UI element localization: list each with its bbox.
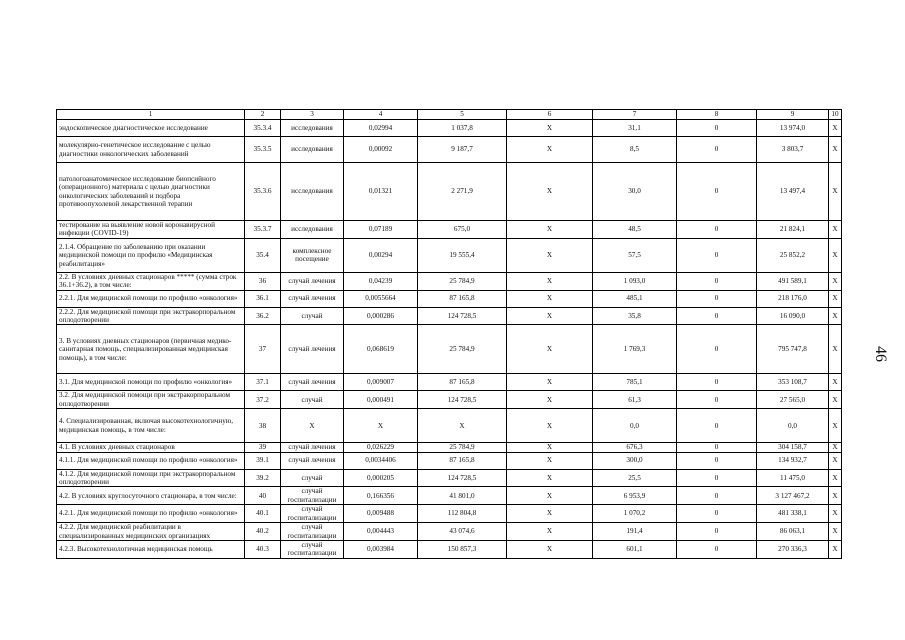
table-cell: 300,0 bbox=[593, 452, 677, 469]
table-cell: X bbox=[507, 505, 593, 523]
table-cell: 134 932,7 bbox=[757, 452, 829, 469]
table-cell: X bbox=[507, 307, 593, 325]
table-cell: 25 784,9 bbox=[418, 443, 507, 452]
row-label: 3.1. Для медицинской помощи по профилю «онкология» bbox=[57, 374, 245, 391]
table-cell: 35.3.4 bbox=[245, 120, 281, 137]
table-cell: 61,3 bbox=[593, 391, 677, 409]
table-row bbox=[57, 307, 842, 325]
table-cell: 0,00294 bbox=[344, 238, 418, 272]
table-cell: X bbox=[507, 163, 593, 221]
table-cell: 0,0 bbox=[593, 409, 677, 443]
table-cell: 0 bbox=[677, 374, 757, 391]
table-cell: 16 090,0 bbox=[757, 307, 829, 325]
table-cell: X bbox=[829, 307, 842, 325]
row-label: 3. В условиях дневных стационаров (первичная медико-санитарная помощь, специализированная медицинская помощь), в том числе: bbox=[57, 325, 245, 374]
table-cell: 112 804,8 bbox=[418, 505, 507, 523]
col-header: 1 bbox=[57, 110, 245, 120]
table-cell: X bbox=[507, 391, 593, 409]
table-cell: 0,000491 bbox=[344, 391, 418, 409]
row-label: 2.2.2. Для медицинской помощи при экстракорпоральном оплодотворении bbox=[57, 307, 245, 325]
table-cell: 676,3 bbox=[593, 443, 677, 452]
table-cell: случай лечения bbox=[281, 325, 344, 374]
table-cell: 9 187,7 bbox=[418, 137, 507, 163]
table-cell: 25 852,2 bbox=[757, 238, 829, 272]
table-cell: X bbox=[829, 163, 842, 221]
table-cell: X bbox=[829, 540, 842, 558]
table-row bbox=[57, 238, 842, 272]
table-cell: случай лечения bbox=[281, 290, 344, 307]
table-cell: X bbox=[829, 523, 842, 541]
table-cell: 353 108,7 bbox=[757, 374, 829, 391]
row-label: 2.2.1. Для медицинской помощи по профилю «онкология» bbox=[57, 290, 245, 307]
table-cell: X bbox=[829, 238, 842, 272]
table-cell: X bbox=[829, 325, 842, 374]
table-cell: 86 063,1 bbox=[757, 523, 829, 541]
table-cell: 1 037,8 bbox=[418, 120, 507, 137]
row-label: патологоанатомическое исследование биопсийного (операционного) материала с целью диагностики онкологических заболеваний и подбора противоопухолевой лекарственной терапии bbox=[57, 163, 245, 221]
table-row bbox=[57, 290, 842, 307]
table-row bbox=[57, 272, 842, 290]
table-cell: 1 769,3 bbox=[593, 325, 677, 374]
table-cell: 218 176,0 bbox=[757, 290, 829, 307]
table-row bbox=[57, 523, 842, 541]
table-cell: 87 165,8 bbox=[418, 374, 507, 391]
table-cell: 41 801,0 bbox=[418, 487, 507, 505]
table-cell: X bbox=[507, 540, 593, 558]
table-cell: 36.2 bbox=[245, 307, 281, 325]
table-cell: 0,000286 bbox=[344, 307, 418, 325]
table-cell: 35,8 bbox=[593, 307, 677, 325]
table-row bbox=[57, 391, 842, 409]
table-cell: X bbox=[829, 374, 842, 391]
table-cell: 1 070,2 bbox=[593, 505, 677, 523]
table-cell: 0,009007 bbox=[344, 374, 418, 391]
table-cell: 25 784,9 bbox=[418, 325, 507, 374]
table-cell: X bbox=[507, 272, 593, 290]
table-cell: X bbox=[829, 391, 842, 409]
col-header: 8 bbox=[677, 110, 757, 120]
table-cell: 0 bbox=[677, 469, 757, 487]
table-cell: 13 497,4 bbox=[757, 163, 829, 221]
col-header: 7 bbox=[593, 110, 677, 120]
row-label: 4.1.2. Для медицинской помощи при экстракорпоральном оплодотворении bbox=[57, 469, 245, 487]
table-cell: 150 857,3 bbox=[418, 540, 507, 558]
table-cell: 39.2 bbox=[245, 469, 281, 487]
table-cell: 1 093,0 bbox=[593, 272, 677, 290]
table-cell: 0 bbox=[677, 307, 757, 325]
table-cell: X bbox=[829, 409, 842, 443]
table-cell: X bbox=[507, 120, 593, 137]
table-cell: 87 165,8 bbox=[418, 452, 507, 469]
table-cell: X bbox=[281, 409, 344, 443]
table-cell: 48,5 bbox=[593, 221, 677, 239]
table-row bbox=[57, 325, 842, 374]
table-cell: 0,07189 bbox=[344, 221, 418, 239]
table-cell: случай лечения bbox=[281, 452, 344, 469]
table-row bbox=[57, 374, 842, 391]
table-cell: случай госпитализации bbox=[281, 505, 344, 523]
table-cell: X bbox=[344, 409, 418, 443]
table-cell: 37.1 bbox=[245, 374, 281, 391]
table-cell: 40.3 bbox=[245, 540, 281, 558]
table-cell: 0,01321 bbox=[344, 163, 418, 221]
table-cell: X bbox=[507, 523, 593, 541]
table-cell: X bbox=[507, 487, 593, 505]
table-cell: 491 589,1 bbox=[757, 272, 829, 290]
table-cell: 124 728,5 bbox=[418, 307, 507, 325]
table-cell: 3 803,7 bbox=[757, 137, 829, 163]
table-cell: случай bbox=[281, 469, 344, 487]
col-header: 10 bbox=[829, 110, 842, 120]
table-cell: X bbox=[507, 238, 593, 272]
table-cell: 124 728,5 bbox=[418, 391, 507, 409]
table-cell: 0,166356 bbox=[344, 487, 418, 505]
header-row bbox=[57, 110, 842, 120]
table-cell: исследования bbox=[281, 163, 344, 221]
row-label: тестирование на выявление новой коронавирусной инфекции (COVID-19) bbox=[57, 221, 245, 239]
table-cell: 0 bbox=[677, 409, 757, 443]
row-label: 4.1.1. Для медицинской помощи по профилю «онкология» bbox=[57, 452, 245, 469]
table-cell: 21 824,1 bbox=[757, 221, 829, 239]
table-cell: 43 074,6 bbox=[418, 523, 507, 541]
table-cell: 270 336,3 bbox=[757, 540, 829, 558]
table-cell: 0 bbox=[677, 163, 757, 221]
table-cell: случай bbox=[281, 391, 344, 409]
table-row bbox=[57, 540, 842, 558]
table-cell: X bbox=[829, 120, 842, 137]
table-cell: X bbox=[418, 409, 507, 443]
table-row bbox=[57, 221, 842, 239]
table-cell: 0,02994 bbox=[344, 120, 418, 137]
col-header: 3 bbox=[281, 110, 344, 120]
table-cell: 11 475,0 bbox=[757, 469, 829, 487]
table-cell: X bbox=[829, 505, 842, 523]
table-cell: случай лечения bbox=[281, 374, 344, 391]
table-cell: 0,04239 bbox=[344, 272, 418, 290]
table-cell: X bbox=[507, 137, 593, 163]
table-cell: 31,1 bbox=[593, 120, 677, 137]
table-cell: случай лечения bbox=[281, 443, 344, 452]
table-cell: 675,0 bbox=[418, 221, 507, 239]
col-header: 5 bbox=[418, 110, 507, 120]
page-number: 46 bbox=[872, 346, 889, 362]
table-cell: X bbox=[829, 272, 842, 290]
table-cell: 0 bbox=[677, 452, 757, 469]
table-cell: X bbox=[507, 443, 593, 452]
table-cell: X bbox=[507, 290, 593, 307]
table-cell: 8,5 bbox=[593, 137, 677, 163]
table-cell: X bbox=[507, 452, 593, 469]
row-label: 4.2.2. Для медицинской реабилитации в специализированных медицинских организациях bbox=[57, 523, 245, 541]
table-cell: случай госпитализации bbox=[281, 540, 344, 558]
table-cell: 30,0 bbox=[593, 163, 677, 221]
table-cell: 0 bbox=[677, 523, 757, 541]
table-cell: исследования bbox=[281, 120, 344, 137]
table-cell: 37.2 bbox=[245, 391, 281, 409]
row-label: 3.2. Для медицинской помощи при экстракорпоральном оплодотворении bbox=[57, 391, 245, 409]
table-cell: X bbox=[829, 443, 842, 452]
table-cell: 36 bbox=[245, 272, 281, 290]
table-cell: 36.1 bbox=[245, 290, 281, 307]
table-cell: 0 bbox=[677, 505, 757, 523]
table-cell: 40.1 bbox=[245, 505, 281, 523]
table-cell: 0 bbox=[677, 487, 757, 505]
col-header: 6 bbox=[507, 110, 593, 120]
table-cell: 191,4 bbox=[593, 523, 677, 541]
table-cell: X bbox=[829, 221, 842, 239]
table-cell: 13 974,0 bbox=[757, 120, 829, 137]
table-cell: 0 bbox=[677, 540, 757, 558]
table-cell: 124 728,5 bbox=[418, 469, 507, 487]
table-cell: 57,5 bbox=[593, 238, 677, 272]
row-label: 4.2.3. Высокотехнологичная медицинская помощь bbox=[57, 540, 245, 558]
table-cell: 35.3.5 bbox=[245, 137, 281, 163]
table-cell: 0,068619 bbox=[344, 325, 418, 374]
col-header: 4 bbox=[344, 110, 418, 120]
table-cell: X bbox=[507, 469, 593, 487]
table-cell: 0,000205 bbox=[344, 469, 418, 487]
table-cell: 35.3.6 bbox=[245, 163, 281, 221]
table-cell: 0,0 bbox=[757, 409, 829, 443]
table-cell: X bbox=[507, 221, 593, 239]
col-header: 2 bbox=[245, 110, 281, 120]
table-cell: случай госпитализации bbox=[281, 523, 344, 541]
table-cell: 38 bbox=[245, 409, 281, 443]
table-cell: 0 bbox=[677, 221, 757, 239]
table-cell: 0 bbox=[677, 137, 757, 163]
table-cell: 3 127 467,2 bbox=[757, 487, 829, 505]
table-cell: 0 bbox=[677, 290, 757, 307]
data-table bbox=[56, 109, 842, 559]
table-cell: 39.1 bbox=[245, 452, 281, 469]
table-cell: 0,004443 bbox=[344, 523, 418, 541]
table-cell: 40 bbox=[245, 487, 281, 505]
table-row bbox=[57, 505, 842, 523]
table-cell: 0,0034406 bbox=[344, 452, 418, 469]
table-cell: 304 158,7 bbox=[757, 443, 829, 452]
table-cell: 0 bbox=[677, 325, 757, 374]
table-cell: 35.3.7 bbox=[245, 221, 281, 239]
table-row bbox=[57, 487, 842, 505]
table-cell: исследования bbox=[281, 221, 344, 239]
table-cell: 35.4 bbox=[245, 238, 281, 272]
table-cell: 0,026229 bbox=[344, 443, 418, 452]
table-cell: X bbox=[829, 137, 842, 163]
table-cell: 485,1 bbox=[593, 290, 677, 307]
table-cell: 481 338,1 bbox=[757, 505, 829, 523]
row-label: 4.1. В условиях дневных стационаров bbox=[57, 443, 245, 452]
table-cell: комплексное посещение bbox=[281, 238, 344, 272]
table-cell: 795 747,8 bbox=[757, 325, 829, 374]
table-row bbox=[57, 409, 842, 443]
table-cell: 0,00092 bbox=[344, 137, 418, 163]
table-row bbox=[57, 443, 842, 452]
table-cell: 785,1 bbox=[593, 374, 677, 391]
table-cell: 0,003984 bbox=[344, 540, 418, 558]
table-cell: 25 784,9 bbox=[418, 272, 507, 290]
table-cell: 0 bbox=[677, 443, 757, 452]
row-label: эндоскопическое диагностическое исследование bbox=[57, 120, 245, 137]
table-cell: X bbox=[507, 325, 593, 374]
table-cell: 87 165,8 bbox=[418, 290, 507, 307]
table-cell: случай лечения bbox=[281, 272, 344, 290]
row-label: 2.2. В условиях дневных стационаров ***** (сумма строк 36.1+36.2), в том числе: bbox=[57, 272, 245, 290]
row-label: 4.2. В условиях круглосуточного стационара, в том числе: bbox=[57, 487, 245, 505]
table-cell: X bbox=[829, 452, 842, 469]
table-cell: X bbox=[829, 469, 842, 487]
table-cell: 0 bbox=[677, 272, 757, 290]
table-cell: 39 bbox=[245, 443, 281, 452]
col-header: 9 bbox=[757, 110, 829, 120]
table-cell: 25,5 bbox=[593, 469, 677, 487]
table-row bbox=[57, 137, 842, 163]
table-cell: 2 271,9 bbox=[418, 163, 507, 221]
table-row bbox=[57, 469, 842, 487]
table-cell: 6 953,9 bbox=[593, 487, 677, 505]
row-label: 4.2.1. Для медицинской помощи по профилю «онкология» bbox=[57, 505, 245, 523]
table-cell: 0,0055664 bbox=[344, 290, 418, 307]
table-row bbox=[57, 163, 842, 221]
table-cell: случай bbox=[281, 307, 344, 325]
table-cell: X bbox=[829, 487, 842, 505]
table-cell: X bbox=[829, 290, 842, 307]
table-cell: 0 bbox=[677, 120, 757, 137]
table-cell: X bbox=[507, 409, 593, 443]
row-label: молекулярно-генетическое исследование с целью диагностики онкологических заболеваний bbox=[57, 137, 245, 163]
table-cell: 0,009488 bbox=[344, 505, 418, 523]
table-row bbox=[57, 452, 842, 469]
table-cell: 27 565,0 bbox=[757, 391, 829, 409]
table-cell: X bbox=[507, 374, 593, 391]
table-cell: 19 555,4 bbox=[418, 238, 507, 272]
table-cell: 40.2 bbox=[245, 523, 281, 541]
table-cell: 37 bbox=[245, 325, 281, 374]
row-label: 4. Специализированная, включая высокотехнологичную, медицинская помощь, в том числе: bbox=[57, 409, 245, 443]
table-row bbox=[57, 120, 842, 137]
table-cell: 0 bbox=[677, 238, 757, 272]
row-label: 2.1.4. Обращение по заболеванию при оказании медицинской помощи по профилю «Медицинская реабилитация» bbox=[57, 238, 245, 272]
table-cell: случай госпитализации bbox=[281, 487, 344, 505]
table-cell: исследования bbox=[281, 137, 344, 163]
table-cell: 601,1 bbox=[593, 540, 677, 558]
table-cell: 0 bbox=[677, 391, 757, 409]
